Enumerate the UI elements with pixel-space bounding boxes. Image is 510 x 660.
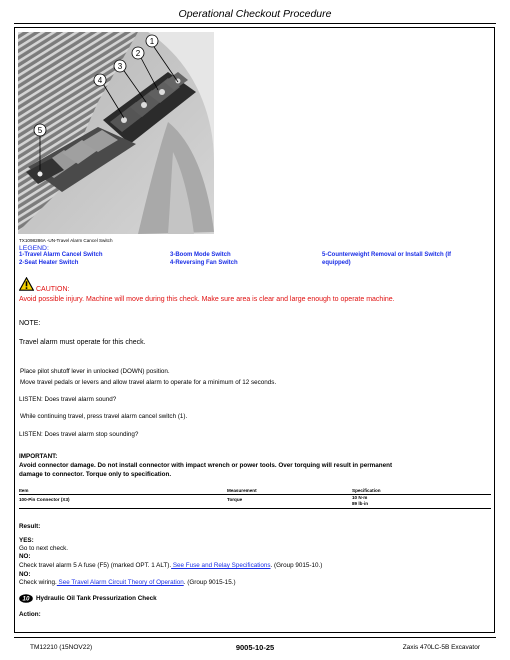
table-cell-spec-imperial: 89 lb·in [352,501,369,506]
step-press-cancel: While continuing travel, press travel alarm cancel switch (1). [20,413,188,420]
legend-title: LEGEND: [19,245,49,252]
legend-item-2: 2-Seat Heater Switch [19,260,79,266]
figure-caption: TX1098286A -UN-Travel Alarm Cancel Switch [19,238,113,243]
table-cell-spec-metric: 10 N·m [352,495,368,500]
callout-4: 4 [97,76,103,85]
legend-item-3: 3-Boom Mode Switch [170,252,231,258]
table-header-rule [19,494,491,495]
result-no2-text: Check wiring. See Travel Alarm Circuit Theory of Operation. (Group 9015-15.) [19,579,236,586]
listen-alarm-stop: LISTEN: Does travel alarm stop sounding? [19,431,139,438]
next-check-title[interactable]: Hydraulic Oil Tank Pressurization Check [36,595,157,602]
result-yes-text: Go to next check. [19,545,69,552]
table-cell-item: 100-Pin Connector (X3) [19,497,70,502]
fuse-relay-spec-link[interactable]: See Fuse and Relay Specifications [171,562,271,569]
legend-item-5-cont: equipped) [322,260,351,266]
table-header-measurement: Measurement [227,488,257,493]
svg-text:10: 10 [22,595,30,603]
table-header-item: Item [19,488,29,493]
result-label: Result: [19,523,41,530]
switch-panel-photo [18,32,214,234]
legend-item-4: 4-Reversing Fan Switch [170,260,238,266]
footer-model: Zaxis 470LC-5B Excavator [402,644,480,651]
note-text: Travel alarm must operate for this check. [19,339,146,346]
step-number-badge [19,594,33,603]
callout-1: 1 [149,37,155,46]
header-rule [14,23,496,24]
step-travel-pedals: Move travel pedals or levers and allow travel alarm to operate for a minimum of 12 seconds. [20,379,277,386]
result-no1-label: NO: [19,553,31,560]
legend-item-5: 5-Counterweight Removal or Install Switch (If [322,252,452,258]
result-no1-text: Check travel alarm 5 A fuse (F5) (marked OPT. 1 ALT). See Fuse and Relay Specifications. (Group 9015-10.) [19,562,323,569]
result-no2-label: NO: [19,571,31,578]
callout-5: 5 [37,126,43,135]
footer-doc-id: TM12210 (15NOV22) [30,644,93,651]
important-line-2: damage to connector. Torque only to specification. [19,471,172,478]
callout-2: 2 [135,49,141,58]
note-label: NOTE: [19,320,41,327]
caution-text: Avoid possible injury. Machine will move during this check. Make sure area is clear and large enough to operate machine. [19,296,395,303]
important-line-1: Avoid connector damage. Do not install connector with impact wrench or power tools. Over torquing will result in permanent [19,462,393,469]
table-header-specification: Specification [352,488,381,493]
page-header-title: Operational Checkout Procedure [178,8,332,20]
result-yes-label: YES: [19,537,34,544]
caution-label: CAUTION: [36,286,70,293]
travel-alarm-circuit-link[interactable]: See Travel Alarm Circuit Theory of Operation [56,579,184,586]
table-cell-measurement: Torque [227,497,243,502]
table-bottom-rule [19,508,491,509]
action-label: Action: [19,611,41,618]
legend-item-1: 1-Travel Alarm Cancel Switch [19,252,103,258]
listen-alarm-sound: LISTEN: Does travel alarm sound? [19,396,117,403]
important-label: IMPORTANT: [19,453,58,460]
footer-page-number: 9005-10-25 [235,643,275,652]
warning-triangle-icon [19,277,34,291]
footer-rule [14,637,496,638]
callout-3: 3 [117,62,123,71]
step-pilot-lever: Place pilot shutoff lever in unlocked (DOWN) position. [20,368,170,375]
